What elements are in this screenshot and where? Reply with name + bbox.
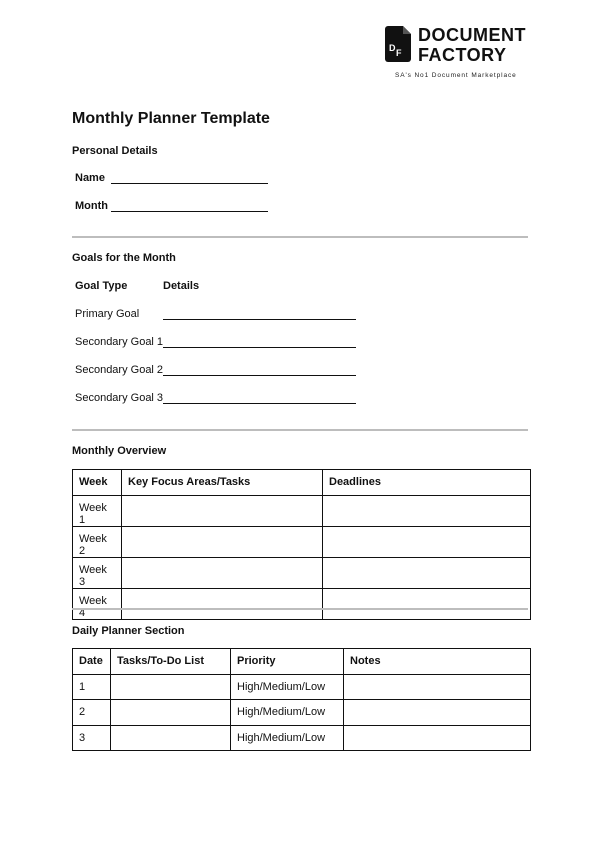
week-cell: Week 1 bbox=[73, 496, 122, 527]
daily-planner-table bbox=[72, 648, 531, 751]
priority-cell[interactable]: High/Medium/Low bbox=[231, 700, 344, 726]
goals-heading: Goals for the Month bbox=[72, 252, 176, 264]
notes-cell[interactable] bbox=[344, 700, 531, 726]
svg-text:F: F bbox=[396, 48, 402, 58]
personal-details-heading: Personal Details bbox=[72, 145, 158, 157]
document-logo-icon bbox=[385, 26, 411, 62]
week-cell: Week 3 bbox=[73, 558, 122, 589]
key-focus-column-header: Key Focus Areas/Tasks bbox=[122, 470, 323, 496]
name-label: Name bbox=[75, 172, 105, 184]
deadline-cell[interactable] bbox=[323, 558, 531, 589]
month-field-line[interactable] bbox=[111, 211, 268, 212]
secondary-goal-1-label: Secondary Goal 1 bbox=[75, 336, 164, 348]
monthly-overview-heading: Monthly Overview bbox=[72, 445, 167, 457]
week-cell: Week 4 bbox=[73, 589, 122, 620]
table-header-row bbox=[73, 470, 531, 496]
daily-planner-heading: Daily Planner Section bbox=[72, 625, 185, 637]
secondary-goal-2-line[interactable] bbox=[163, 375, 356, 376]
table-row bbox=[73, 675, 531, 700]
table-row bbox=[73, 589, 531, 620]
notes-cell[interactable] bbox=[344, 726, 531, 751]
date-cell: 2 bbox=[73, 700, 111, 726]
priority-cell[interactable]: High/Medium/Low bbox=[231, 675, 344, 700]
deadline-cell[interactable] bbox=[323, 496, 531, 527]
table-row bbox=[73, 558, 531, 589]
priority-column-header: Priority bbox=[231, 649, 344, 675]
svg-text:D: D bbox=[389, 43, 396, 53]
tasks-cell[interactable] bbox=[122, 496, 323, 527]
week-column-header: Week bbox=[73, 470, 122, 496]
section-divider bbox=[72, 429, 528, 431]
tasks-cell[interactable] bbox=[122, 527, 323, 558]
date-cell: 1 bbox=[73, 675, 111, 700]
secondary-goal-2-label: Secondary Goal 2 bbox=[75, 364, 164, 376]
document-factory-logo bbox=[385, 24, 545, 84]
date-column-header: Date bbox=[73, 649, 111, 675]
secondary-goal-3-label: Secondary Goal 3 bbox=[75, 392, 164, 404]
logo-word-factory: FACTORY bbox=[418, 45, 507, 65]
week-cell: Week 2 bbox=[73, 527, 122, 558]
month-label: Month bbox=[75, 200, 108, 212]
logo-tagline: SA's No1 Document Marketplace bbox=[395, 72, 517, 79]
tasks-cell[interactable] bbox=[122, 558, 323, 589]
tasks-cell[interactable] bbox=[111, 726, 231, 751]
date-cell: 3 bbox=[73, 726, 111, 751]
page-title: Monthly Planner Template bbox=[72, 110, 270, 127]
notes-column-header: Notes bbox=[344, 649, 531, 675]
goal-type-column-header: Goal Type bbox=[75, 280, 128, 292]
priority-cell[interactable]: High/Medium/Low bbox=[231, 726, 344, 751]
tasks-cell[interactable] bbox=[122, 589, 323, 620]
secondary-goal-1-line[interactable] bbox=[163, 347, 356, 348]
table-row bbox=[73, 527, 531, 558]
tasks-cell[interactable] bbox=[111, 700, 231, 726]
notes-cell[interactable] bbox=[344, 675, 531, 700]
logo-word-document: DOCUMENT bbox=[418, 25, 526, 45]
primary-goal-line[interactable] bbox=[163, 319, 356, 320]
deadline-cell[interactable] bbox=[323, 527, 531, 558]
table-row bbox=[73, 726, 531, 751]
tasks-column-header: Tasks/To-Do List bbox=[111, 649, 231, 675]
table-header-row bbox=[73, 649, 531, 675]
table-row bbox=[73, 496, 531, 527]
deadlines-column-header: Deadlines bbox=[323, 470, 531, 496]
table-row bbox=[73, 700, 531, 726]
section-divider bbox=[72, 608, 528, 610]
deadline-cell[interactable] bbox=[323, 589, 531, 620]
monthly-overview-table bbox=[72, 469, 531, 620]
details-column-header: Details bbox=[163, 280, 200, 292]
primary-goal-label: Primary Goal bbox=[75, 308, 140, 320]
section-divider bbox=[72, 236, 528, 238]
name-field-line[interactable] bbox=[111, 183, 268, 184]
tasks-cell[interactable] bbox=[111, 675, 231, 700]
secondary-goal-3-line[interactable] bbox=[163, 403, 356, 404]
